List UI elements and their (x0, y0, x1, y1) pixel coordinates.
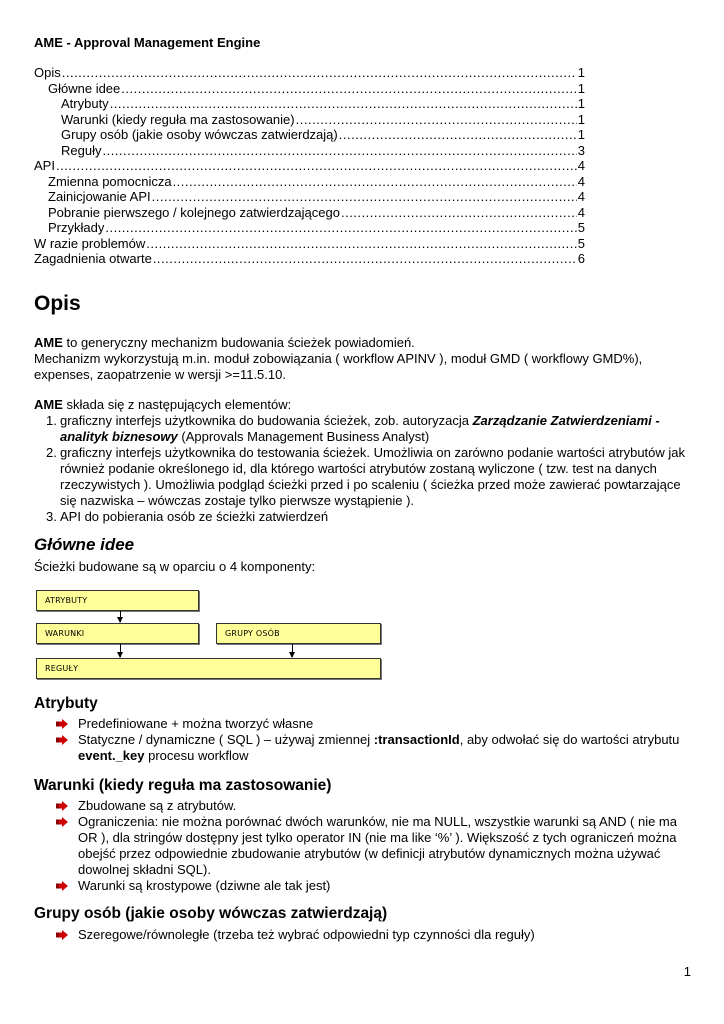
section-heading-opis: Opis (34, 292, 81, 315)
toc-leader-dots (56, 158, 577, 174)
toc-entry-page: 1 (577, 127, 585, 142)
red-right-arrow-icon (56, 719, 68, 729)
toc-entry-text: Przykłady (48, 220, 105, 235)
toc-entry[interactable] (34, 81, 585, 97)
toc-entry[interactable] (34, 220, 585, 236)
arrow-down-icon (292, 644, 293, 657)
toc-entry-page: 1 (577, 111, 585, 127)
toc-leader-dots (339, 127, 577, 143)
section-heading-warunki: Warunki (kiedy reguła ma zastosowanie) (34, 777, 332, 794)
toc-entry-page: 1 (577, 65, 585, 80)
red-right-arrow-icon (56, 881, 68, 891)
list-item (46, 445, 694, 509)
toc-entry-page: 4 (577, 173, 585, 189)
toc-entry[interactable] (34, 127, 585, 143)
toc-entry-page: 5 (577, 220, 585, 235)
table-of-contents (34, 65, 585, 267)
toc-entry-text: Opis (34, 65, 61, 80)
toc-leader-dots (146, 236, 577, 252)
atrybuty-list (34, 716, 684, 764)
list-item (46, 413, 694, 445)
atrybuty-list-container (34, 716, 684, 764)
diagram-box-warunki: WARUNKI (36, 623, 199, 644)
toc-entry-text: Zmienna pomocnicza (48, 173, 172, 189)
list-item-text: Warunki są krostypowe (dziwne ale tak jest) (78, 878, 331, 893)
list-item-text: Predefiniowane + można tworzyć własne (78, 716, 314, 731)
toc-entry-text: Warunki (kiedy reguła ma zastosowanie) (61, 111, 295, 127)
toc-entry[interactable] (34, 189, 585, 205)
toc-leader-dots (152, 189, 577, 205)
toc-entry-text: Pobranie pierwszego / kolejnego zatwierdzającego (48, 204, 340, 220)
grupy-osob-list-container (34, 927, 684, 943)
toc-entry-text: Atrybuty (61, 96, 109, 111)
list-item-text: graficzny interfejs użytkownika do testowania ścieżek. Umożliwia on zarówno podanie wartości atrybutów jak również podanie określonego id, dla którego wartości atrybutów zostaną wyliczone ( tzw. test na danych rzeczywistych ). Umożliwia podgląd ścieżki przed i po scaleniu ( ścieżka przed może zawierać powtarzające się nazwiska – wówczas zostaje tylko pierwsze wystąpienie ). (60, 445, 686, 508)
list-item-text: Ograniczenia: nie można porównać dwóch warunków, nie ma NULL, wszystkie warunki są AND ( nie ma OR ), dla stringów dostępny jest tylko operator IN (nie ma like ‘%’ ). Większość z tych ograniczeń można obejść przez odpowiednie zbudowanie atrybutów (w definicji atrybutów dynamicznych można używać dowolnej składni SQL). (78, 814, 677, 877)
section-heading-atrybuty: Atrybuty (34, 695, 98, 712)
toc-entry[interactable] (34, 251, 585, 267)
glowne-idee-intro: Ścieżki budowane są w oparciu o 4 komponenty: (34, 559, 316, 574)
diagram-box-grupy-osob: GRUPY OSÓB (216, 623, 381, 644)
red-right-arrow-icon (56, 817, 68, 827)
list-item (78, 814, 684, 878)
intro-line2: Mechanizm wykorzystują m.in. moduł zobowiązania ( workflow APINV ), moduł GMD ( workflowy GMD%), expenses, zaopatrzenie w wersji >=11.5.10. (34, 351, 643, 382)
elements-list (34, 413, 694, 525)
list-item (78, 927, 684, 943)
toc-leader-dots (121, 81, 576, 97)
section-heading-grupy-osob: Grupy osób (jakie osoby wówczas zatwierdzają) (34, 905, 388, 922)
toc-entry-page: 4 (577, 158, 585, 173)
authorization-name: Zarządzanie Zatwierdzeniami - analityk biznesowy (60, 413, 660, 444)
list-item (78, 716, 684, 732)
toc-entry-text: Reguły (61, 142, 102, 158)
list-item (46, 509, 694, 525)
toc-entry-text: Zagadnienia otwarte (34, 251, 152, 266)
warunki-list-container (34, 798, 684, 894)
toc-entry-page: 6 (577, 251, 585, 266)
red-right-arrow-icon (56, 801, 68, 811)
list-item (78, 878, 684, 894)
list-number: 2. (46, 445, 57, 460)
toc-entry-text: W razie problemów (34, 235, 146, 251)
toc-entry-page: 5 (577, 235, 585, 251)
toc-entry-page: 1 (577, 96, 585, 111)
section-heading-glowne-idee: Główne idee (34, 535, 135, 554)
ame-bold: AME (34, 397, 63, 412)
warunki-list (34, 798, 684, 894)
toc-leader-dots (102, 143, 576, 159)
toc-leader-dots (105, 220, 576, 236)
grupy-osob-list (34, 927, 684, 943)
opis-intro (34, 335, 694, 383)
opis-elements (34, 397, 694, 525)
toc-leader-dots (173, 174, 577, 190)
toc-entry[interactable] (34, 174, 585, 190)
list-item-text: Statyczne / dynamiczne ( SQL ) – używaj zmiennej (78, 732, 374, 747)
ame-bold: AME (34, 335, 63, 350)
toc-entry[interactable] (34, 205, 585, 221)
toc-entry[interactable] (34, 236, 585, 252)
toc-entry-page: 4 (577, 189, 585, 204)
toc-leader-dots (153, 251, 577, 267)
toc-leader-dots (110, 96, 577, 112)
list-item (78, 732, 684, 764)
intro-text: to generyczny mechanizm budowania ścieżek powiadomień. (62, 335, 415, 350)
arrow-down-icon (120, 611, 121, 622)
toc-entry-page: 4 (577, 204, 585, 220)
toc-leader-dots (341, 205, 577, 221)
list-item-text: Szeregowe/równoległe (trzeba też wybrać odpowiedni typ czynności dla reguły) (78, 927, 535, 942)
red-right-arrow-icon (56, 735, 68, 745)
list-item-text: , aby odwołać się do wartości atrybutu (459, 732, 680, 747)
elements-intro: składa się z następujących elementów: (62, 397, 292, 412)
list-item-text: Zbudowane są z atrybutów. (78, 798, 237, 813)
diagram-box-atrybuty: ATRYBUTY (36, 590, 199, 611)
toc-leader-dots (62, 65, 577, 81)
toc-entry[interactable] (34, 158, 585, 174)
list-item-text: (Approvals Management Business Analyst) (177, 429, 430, 444)
toc-entry-text: Główne idee (48, 80, 121, 96)
list-item-text: graficzny interfejs użytkownika do budowania ścieżek, zob. autoryzacja (60, 413, 473, 428)
toc-entry[interactable] (34, 65, 585, 81)
list-item-text: procesu workflow (144, 748, 249, 763)
transaction-id-code: :transactionId (373, 732, 460, 747)
toc-entry-text: API (34, 158, 55, 173)
arrow-down-icon (120, 644, 121, 657)
page-number: 1 (683, 964, 691, 979)
list-number: 3. (46, 509, 57, 524)
list-item (78, 798, 684, 814)
toc-leader-dots (296, 112, 577, 128)
toc-entry[interactable] (34, 112, 585, 128)
toc-entry-page: 3 (577, 142, 585, 158)
toc-entry-text: Grupy osób (jakie osoby wówczas zatwierdzają) (61, 127, 338, 142)
document-title: AME - Approval Management Engine (34, 35, 261, 50)
diagram-box-reguly: REGUŁY (36, 658, 381, 679)
list-number: 1. (46, 413, 57, 428)
list-item-text: API do pobierania osób ze ścieżki zatwierdzeń (60, 509, 329, 524)
toc-entry-text: Zainicjowanie API (48, 189, 151, 204)
toc-entry-page: 1 (577, 80, 585, 96)
event-key-code: event._key (78, 748, 145, 763)
toc-entry[interactable] (34, 143, 585, 159)
red-right-arrow-icon (56, 930, 68, 940)
toc-entry[interactable] (34, 96, 585, 112)
